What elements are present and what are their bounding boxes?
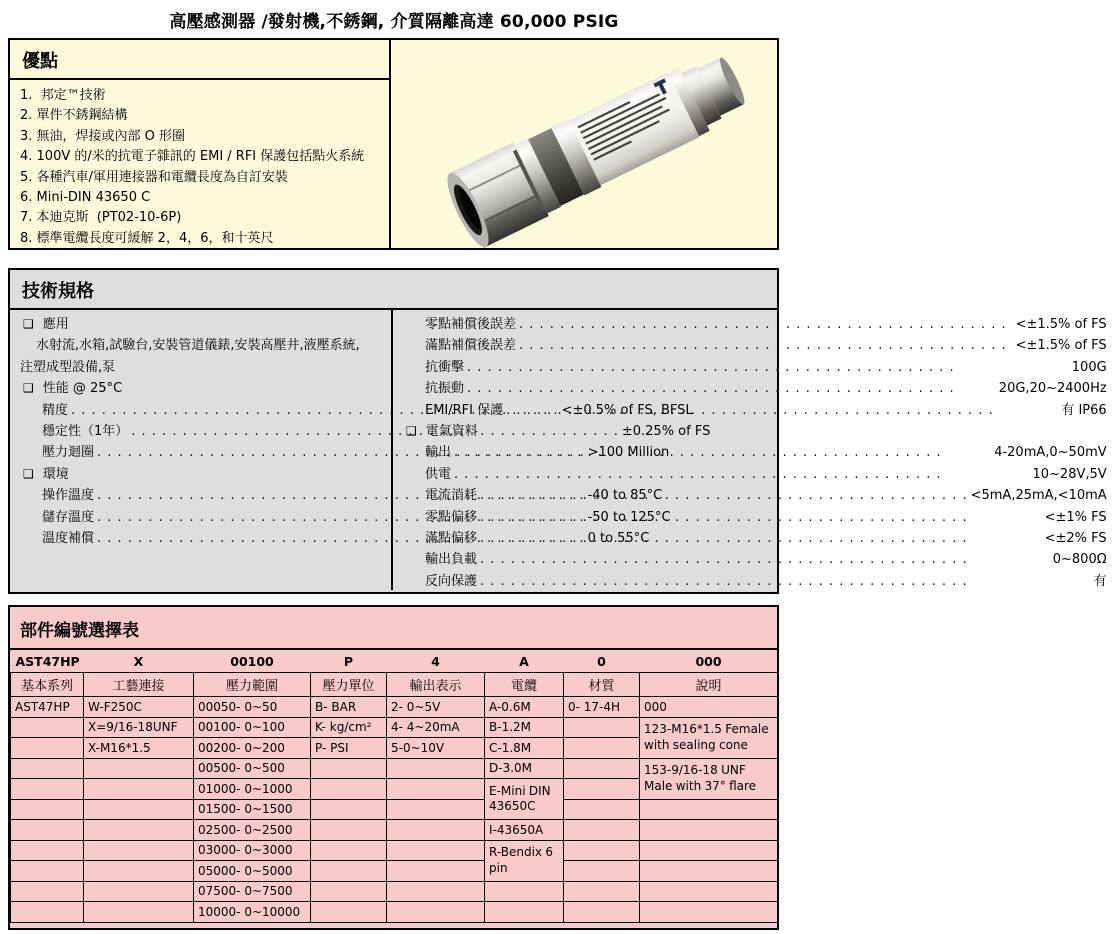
part-table-cell [387,881,485,902]
spec-value: 有 IP66 [1061,402,1107,418]
part-columns-row [11,673,778,697]
dot-leader [519,335,1013,356]
part-example-cell: 000 [640,650,778,673]
part-table-cell [84,861,194,882]
spec-row [399,485,1107,506]
part-table-cell: 00050- 0~50 [194,697,311,718]
dot-leader [506,400,1058,421]
advantage-item: 6. Mini-DIN 43650 C [20,190,151,206]
part-table-row [11,881,778,902]
part-table-cell [11,758,84,779]
spec-label: 電流消耗 [425,488,478,504]
spec-value: 100G [1071,359,1107,375]
checkbox-icon: ❑ [406,424,417,439]
part-table-cell [387,799,485,820]
part-table-cell: 01500- 0~1500 [194,799,311,820]
dot-leader [480,528,1042,549]
part-column-header: 工藝連接 [84,673,194,697]
part-example-cell: A [485,650,564,673]
spec-label: 滿點偏移 [425,531,478,547]
part-table-cell: C-1.8M [485,738,564,759]
part-table-cell [387,840,485,861]
part-table-cell [640,861,778,882]
spec-row [399,571,1107,592]
part-table-cell [485,902,564,923]
spec-label: 操作溫度 [42,488,95,504]
part-table-cell [11,779,84,800]
spec-row [399,400,1107,421]
spec-row [399,528,1107,549]
advantages-panel [8,38,779,250]
part-table-cell: 00500- 0~500 [194,758,311,779]
part-table-row [11,758,778,779]
spec-row [399,314,1107,335]
part-table-cell [387,902,485,923]
part-table-cell [311,881,387,902]
part-table-row [11,697,778,718]
spec-label: 零點偏移 [425,509,478,525]
part-table-cell: R-Bendix 6 pin [485,840,564,881]
spec-row [399,507,1107,528]
spec-value: ±0.25% of FS [621,424,711,440]
sensor-body-group [440,42,755,252]
dot-leader [454,464,1029,485]
part-table-cell: B- BAR [311,697,387,718]
dot-leader [480,485,968,506]
spec-section-label: 應用 [42,317,69,332]
spec-section-row [16,314,386,335]
part-table-cell [311,902,387,923]
part-table-cell: E-Mini DIN 43650C [485,779,564,820]
part-table-cell: I-43650A [485,820,564,841]
part-table-cell [387,779,485,800]
part-table-cell: 02500- 0~2500 [194,820,311,841]
part-table-cell [564,758,640,779]
spec-label: 零點補償後誤差 [425,317,517,332]
spec-row [399,335,1107,356]
part-table-cell: 153-9/16-18 UNF Male with 37° flare [640,758,778,799]
part-column-header: 輸出表示 [387,673,485,697]
spec-label: 精度 [42,402,69,418]
spec-value: 4-20mA,0~50mV [994,445,1107,461]
spec-value: 0 to 55°C [587,531,650,547]
spec-value: -40 to 85°C [587,488,663,504]
advantages-list [10,80,389,249]
part-table-cell: 0- 17-4H [564,697,640,718]
part-table-cell: D-3.0M [485,758,564,779]
part-table-cell [11,840,84,861]
advantage-item: 3. 無油，焊接或內部 O 形圈 [20,128,186,144]
part-table-cell: 03000- 0~3000 [194,840,311,861]
spec-label: 壓力迴圈 [42,445,95,461]
part-table-cell [564,840,640,861]
part-column-header: 電纜 [485,673,564,697]
part-table-cell: 00200- 0~200 [194,738,311,759]
spec-section-label: 性能 @ 25°C [42,381,123,397]
spec-value: 10~28V,5V [1032,466,1107,482]
part-table-row [11,820,778,841]
part-table-cell [564,799,640,820]
part-table-cell [640,840,778,861]
spec-value: <5mA,25mA,<10mA [970,488,1107,504]
advantage-item: 8. 標準電纜長度可緩解 2，4，6，和十英尺 [20,230,274,246]
part-example-cell: 4 [387,650,485,673]
spec-section-label: 電氣資料 [425,424,478,440]
part-table-cell [311,799,387,820]
advantage-item: 1. 邦定™技術 [20,88,106,103]
spec-label: 儲存溫度 [42,509,95,525]
part-table-cell [640,881,778,902]
part-table-cell [564,820,640,841]
part-table-row [11,902,778,923]
spec-value: >100 Million [587,445,670,461]
part-table-head-rows [11,650,778,697]
spec-row [399,549,1107,570]
part-table-cell: A-0.6M [485,697,564,718]
spec-label: 滿點補償後誤差 [425,338,517,354]
spec-value: <±1.5% of FS [1015,317,1107,332]
part-table-cell [564,902,640,923]
part-table-cell [640,902,778,923]
part-table-cell [564,717,640,738]
specs-panel [8,268,1107,594]
page-title: 高壓感測器 /發射機,不銹鋼, 介質隔離高達 60,000 PSIG [169,12,619,32]
part-table-cell [84,758,194,779]
part-column-header: 基本系列 [11,673,84,697]
part-table-cell: B-1.2M [485,717,564,738]
dot-leader [467,357,1069,378]
part-table-cell [311,840,387,861]
dot-leader [519,314,1013,335]
spec-label: 供電 [425,466,452,482]
spec-section-row [16,464,386,485]
part-table-cell: 5-0~10V [387,738,485,759]
part-table-cell [640,820,778,841]
part-table-cell: 000 [640,697,778,718]
part-table-cell [11,717,84,738]
part-table-cell: 01000- 0~1000 [194,779,311,800]
dot-leader [480,571,1091,592]
spec-label: 抗衝擊 [425,359,465,375]
pressure-sensor-photo [391,40,777,248]
part-table-cell [11,902,84,923]
spec-value: 0~800Ω [1052,552,1107,568]
part-table-cell [11,738,84,759]
dot-leader [131,421,619,442]
part-table-cell [387,820,485,841]
spec-label: 溫度補償 [42,531,95,547]
part-table-cell [311,861,387,882]
part-column-header: 壓力範圍 [194,673,311,697]
part-table-cell: 123-M16*1.5 Female with sealing cone [640,717,778,758]
dot-leader [71,400,559,421]
part-table-cell [11,799,84,820]
specs-columns [10,310,1107,590]
dot-leader [467,378,996,399]
part-table-cell [84,881,194,902]
spec-label: EMI/RFI 保護 [425,402,504,418]
part-table-row [11,799,778,820]
spec-value: <±0.5% of FS, BFSL [561,402,693,418]
part-table-cell: 2- 0~5V [387,697,485,718]
part-table-cell [311,820,387,841]
spec-label: 反向保護 [425,573,478,589]
spec-value: -50 to 125°C [587,509,671,525]
part-table-cell: 4- 4~20mA [387,717,485,738]
spec-row [399,464,1107,485]
checkbox-icon: ❑ [23,381,34,396]
part-table-cell [311,779,387,800]
part-table-cell: W-F250C [84,697,194,718]
advantage-item: 7. 本迪克斯 (PT02-10-6P) [20,210,182,226]
part-column-header: 說明 [640,673,778,697]
part-table-cell: X=9/16-18UNF [84,717,194,738]
part-table-body-rows [11,697,778,923]
part-table-cell [311,758,387,779]
part-table-cell [84,820,194,841]
dot-leader [454,442,991,463]
part-table-cell: X-M16*1.5 [84,738,194,759]
part-table-cell: 07500- 0~7500 [194,881,311,902]
specs-column-right [393,310,1116,590]
part-table-cell [84,799,194,820]
spec-label: 輸出 [425,445,452,461]
spec-row [399,378,1107,399]
part-table-cell [640,799,778,820]
part-table-row [11,840,778,861]
spec-value: <±1% FS [1044,509,1107,525]
part-table-row [11,717,778,738]
part-table-cell: 05000- 0~5000 [194,861,311,882]
spec-text-line: 注塑成型設備,泵 [20,359,116,375]
spec-value: 20G,20~2400Hz [998,381,1107,397]
part-table-cell [387,758,485,779]
spec-value: <±2% FS [1044,531,1107,547]
part-example-cell: 0 [564,650,640,673]
dot-leader [480,507,1042,528]
part-number-table [10,650,778,923]
part-table-cell: 10000- 0~10000 [194,902,311,923]
part-table-cell [84,902,194,923]
part-table-cell [84,840,194,861]
spec-label: 輸出負載 [425,552,478,568]
dot-leader [480,549,1050,570]
part-table-cell [564,881,640,902]
spec-value: <±1.5% of FS [1015,338,1107,354]
part-example-cell: X [84,650,194,673]
part-table-cell [564,738,640,759]
advantage-item: 4. 100V 的/米的抗電子雜訊的 EMI / RFI 保護包括點火系統 [20,149,365,165]
advantage-item: 2. 單件不銹鋼結構 [20,108,128,124]
part-table-cell: K- kg/cm² [311,717,387,738]
product-photo-cell [391,40,777,248]
part-example-cell: 00100 [194,650,311,673]
part-table-row [11,861,778,882]
part-table-cell [485,881,564,902]
spec-value: 有 [1093,573,1107,589]
part-table-cell [11,820,84,841]
part-column-header: 壓力單位 [311,673,387,697]
part-example-cell: AST47HP [11,650,84,673]
part-column-header: 材質 [564,673,640,697]
spec-section-label: 環境 [42,466,69,482]
part-table-cell [84,779,194,800]
spec-text-line: 水射流,水箱,試驗台,安裝管道儀錶,安裝高壓井,液壓系統, [36,338,360,354]
part-example-row [11,650,778,673]
spec-label: 穩定性（1年） [42,424,129,440]
spec-label: 抗振動 [425,381,465,397]
part-example-cell: P [311,650,387,673]
spec-row [399,357,1107,378]
part-table-cell [11,881,84,902]
specs-header: 技術規格 [10,270,777,310]
part-table-cell [564,779,640,800]
part-table-header: 部件編號選擇表 [10,607,777,650]
spec-section-row [16,378,386,399]
part-number-panel [8,605,779,930]
advantages-column [10,40,391,248]
advantages-header: 優點 [10,40,389,80]
part-table-cell [11,861,84,882]
part-table-cell: AST47HP [11,697,84,718]
checkbox-icon: ❑ [23,466,34,481]
advantage-item: 5. 各種汽車/軍用連接器和電纜長度為自訂安裝 [20,169,288,185]
checkbox-icon: ❑ [23,317,34,331]
part-table-cell: P- PSI [311,738,387,759]
part-table-cell: 00100- 0~100 [194,717,311,738]
part-table-cell [564,861,640,882]
spec-row [399,442,1107,463]
part-table-cell [387,861,485,882]
